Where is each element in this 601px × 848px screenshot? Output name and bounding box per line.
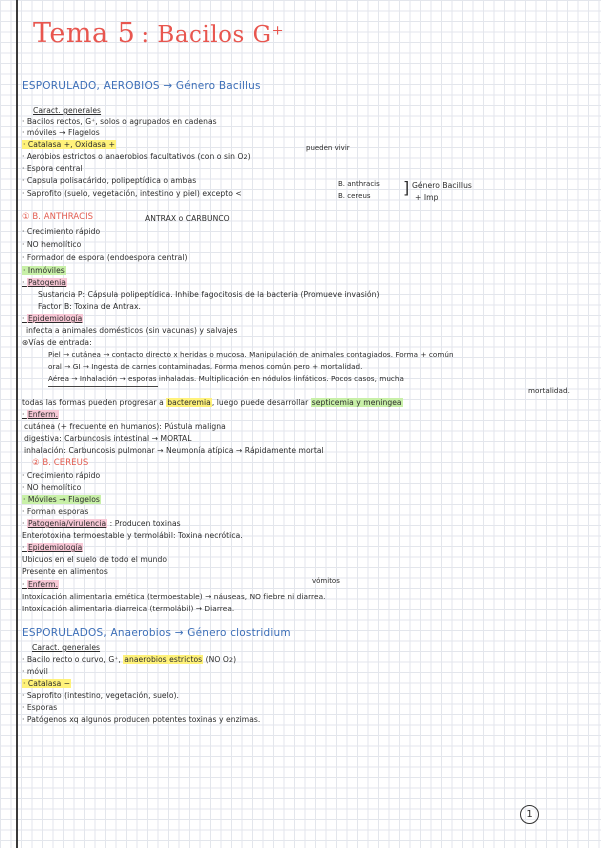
g2-line-6: · Patógenos xq algunos producen potentes toxinas y enzimas. [22,715,261,724]
g2-header: Caract. generales [32,643,101,652]
anthracis-all-forms: todas las formas pueden progresar a bacteremia, luego puede desarrollar septicemia y meningea [22,398,402,407]
anthracis-route-oral: oral → GI → Ingesta de carnes contaminadas. Forma menos común pero + mortalidad. [48,362,363,371]
g2-line-5: · Esporas [22,703,58,712]
title-main: Tema 5 [33,18,136,49]
margin-line [16,0,18,848]
cereus-disease-header: · Enferm. [22,580,59,589]
route-underline [48,386,158,387]
cereus-disease-note: vómitos [312,577,340,585]
cereus-line-1: · Crecimiento rápido [22,471,101,480]
anthracis-route-air-cont: mortalidad. [528,386,570,395]
side-note-important: + Imp [415,193,439,202]
g1-line-1: · Bacilos rectos, G⁺, solos o agrupados en cadenas [22,117,217,126]
g1-line-6: · Capsula polisacárido, polipeptídica o ambas [22,176,197,185]
exception-cereus: B. cereus [338,192,371,200]
anthracis-heading: ① B. ANTHRACIS [22,212,94,222]
cereus-pathogenesis-header: · Patogenia/virulencia : Producen toxinas [22,519,181,528]
g2-line-2: · móvil [22,667,48,676]
cereus-epidemiology-2: Presente en alimentos [22,567,108,576]
exception-anthracis: B. anthracis [338,180,380,188]
anthracis-entry-routes: ⊛Vías de entrada: [22,338,92,347]
g1-line-3: · Catalasa +, Oxidasa + [23,140,115,149]
cereus-epidemiology-header: · Epidemiología [22,543,83,552]
cereus-line-2: · NO hemolítico [22,483,82,492]
brace-symbol: ] [403,178,410,197]
g2-line-1: · Bacilo recto o curvo, G⁺, anaerobios estrictos (NO O2) [22,655,237,664]
g2-line-3: · Catalasa − [23,679,71,688]
g1-line-4: · Aerobios estrictos o anaerobios facultativos (con o sin O2) [22,152,251,161]
anthracis-subtitle: ANTRAX o CARBUNCO [145,214,230,223]
cereus-line-3: · Móviles → Flagelos [23,495,100,504]
anthracis-pathogenesis-1: Sustancia P: Cápsula polipeptídica. Inhibe fagocitosis de la bacteria (Promueve invasión) [38,290,380,299]
anthracis-route-skin: Piel → cutánea → contacto directo x heridas o mucosa. Manipulación de animales contagiados. Forma + común [48,350,454,359]
g1-line-4-note: pueden vivir [306,144,350,152]
anthracis-epidemiology-1: infecta a animales domésticos (sin vacunas) y salvajes [26,326,238,335]
cereus-disease-2: Intoxicación alimentaria diarreica (termolábil) → Diarrea. [22,604,235,613]
page-number: 1 [520,805,539,824]
g1-line-2: · móviles → Flagelos [22,128,100,137]
anthracis-route-air: Aérea → Inhalación → esporas inhaladas. Multiplicación en nódulos linfáticos. Pocos casos, mucha [48,374,404,383]
title-sub: : Bacilos G⁺ [141,22,285,48]
cereus-pathogenesis-1: Enterotoxina termoestable y termolábil: Toxina necrótica. [22,531,243,540]
g1-line-5: · Espora central [22,164,83,173]
anthracis-disease-3: inhalación: Carbuncosis pulmonar → Neumonía atípica → Rápidamente mortal [24,446,324,455]
cereus-line-4: · Forman esporas [22,507,89,516]
section-heading-clostridium: ESPORULADOS, Anaerobios → Género clostridium [22,627,291,639]
anthracis-disease-1: cutánea (+ frecuente en humanos): Pústula maligna [24,422,226,431]
anthracis-disease-2: digestiva: Carbuncosis intestinal → MORTAL [24,434,192,443]
anthracis-line-2: · NO hemolítico [22,240,82,249]
g1-line-7: · Saprofito (suelo, vegetación, intestino y piel) excepto < [22,189,242,198]
side-note-genus: Género Bacillus [412,181,472,190]
anthracis-line-1: · Crecimiento rápido [22,227,101,236]
g2-line-4: · Saprofito (intestino, vegetación, suelo). [22,691,179,700]
anthracis-disease-header: · Enferm. [22,410,59,419]
anthracis-epidemiology-header: · Epidemiología [22,314,83,323]
general-characteristics-header: Caract. generales [33,106,102,115]
page-title [33,18,284,49]
anthracis-pathogenesis-header: · Patogenia [22,278,66,287]
section-heading-bacillus: ESPORULADO, AEROBIOS → Género Bacillus [22,80,261,92]
anthracis-line-3: · Formador de espora (endoespora central) [22,253,188,262]
cereus-disease-1: Intoxicación alimentaria emética (termoestable) → náuseas, NO fiebre ni diarrea. [22,592,326,601]
anthracis-pathogenesis-2: Factor B: Toxina de Antrax. [38,302,142,311]
cereus-heading: ② B. CEREUS [32,458,89,468]
cereus-epidemiology-1: Ubicuos en el suelo de todo el mundo [22,555,168,564]
anthracis-line-4: · Inmóviles [23,266,65,275]
